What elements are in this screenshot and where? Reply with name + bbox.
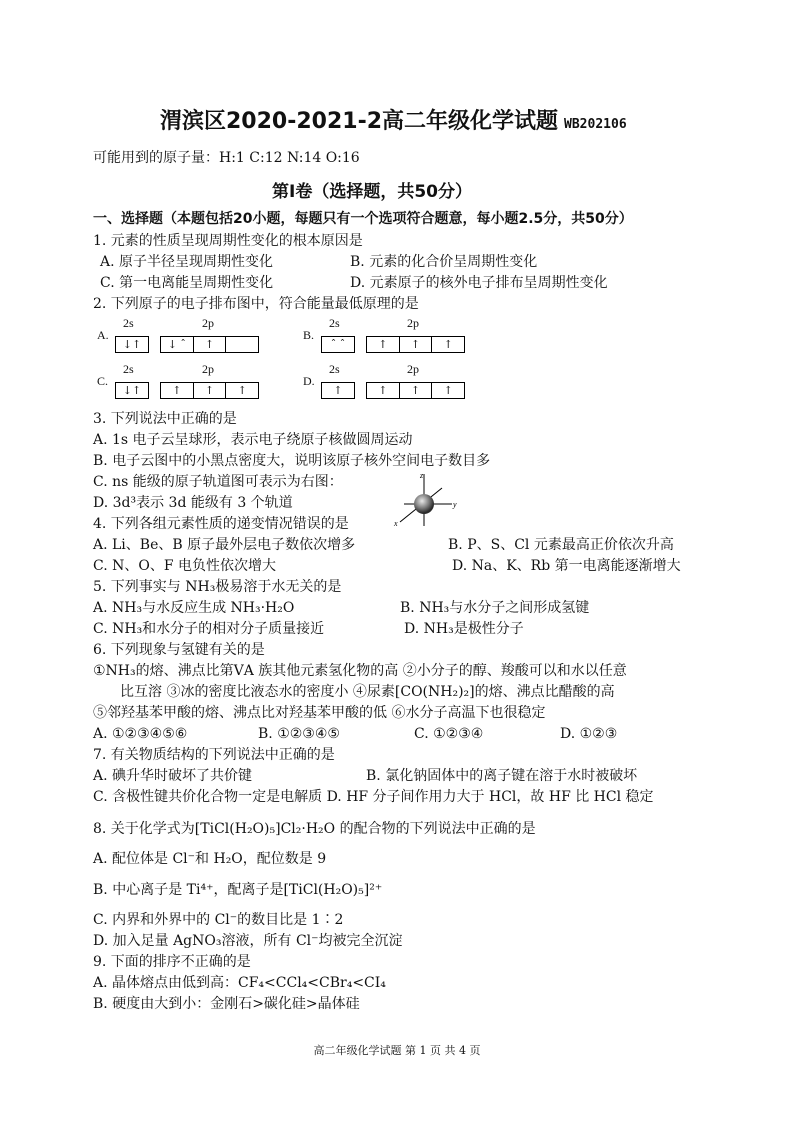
q2-b-2p-box (366, 336, 465, 353)
q4-option-d: D. Na、K、Rb 第一电离能逐渐增大 (452, 558, 681, 574)
q1-option-c: C. 第一电离能呈周期性变化 (100, 275, 274, 291)
z-axis-label: z (420, 471, 424, 480)
q9-option-a: A. 晶体熔点由低到高：CF₄<CCl₄<CBr₄<CI₄ (93, 975, 386, 991)
q2-b-2p-cell-1: ↑ (367, 337, 400, 352)
q9-stem: 9. 下面的排序不正确的是 (93, 954, 251, 970)
q7-stem: 7. 有关物质结构的下列说法中正确的是 (93, 747, 335, 763)
q2-b-2s-label: 2s (329, 316, 340, 330)
q5-option-b: B. NH₃与水分子之间形成氢键 (400, 600, 590, 616)
q2-d-2s-label: 2s (329, 362, 340, 376)
q1-option-b: B. 元素的化合价呈周期性变化 (350, 254, 538, 270)
q6-statement-line-2: 比互溶 ③冰的密度比液态水的密度小 ④尿素[CO(NH₂)₂]的熔、沸点比醋酸的高 (120, 684, 615, 700)
q4-option-a: A. Li、Be、B 原子最外层电子数依次增多 (93, 537, 356, 553)
q2-a-2p-label: 2p (202, 316, 214, 330)
q1-option-a: A. 原子半径呈现周期性变化 (100, 254, 274, 270)
exam-code: WB202106 (564, 117, 627, 132)
q2-b-2s-box (321, 336, 355, 353)
s-orbital-figure (392, 470, 462, 530)
s-orbital-sphere (414, 494, 434, 514)
q2-d-2s-cell: ↑ (333, 384, 343, 397)
q2-a-2p-box (160, 336, 259, 353)
q2-b-2p-cell-3: ↑ (443, 338, 453, 351)
q2-c-2p-cell-2: ↑ (194, 383, 227, 398)
q2-c-2s-label: 2s (123, 362, 134, 376)
q6-stem: 6. 下列现象与氢键有关的是 (93, 642, 265, 658)
q6-statement-line-1: ①NH₃的熔、沸点比第ⅤA 族其他元素氢化物的高 ②小分子的醇、羧酸可以和水以任意 (93, 663, 627, 679)
q2-a-2s-box (115, 336, 149, 353)
q2-c-2p-cell-3: ↑ (237, 384, 247, 397)
title-text: 渭滨区2020-2021-2高二年级化学试题 (160, 109, 559, 134)
q6-option-d: D. ①②③ (560, 726, 618, 742)
q2-a-2s-cell: ↓↑ (122, 338, 142, 351)
q6-option-a: A. ①②③④⑤⑥ (93, 726, 188, 742)
q2-a-2p-cell-1: ↓ ˆ (161, 337, 194, 352)
q2-d-2s-box (321, 382, 355, 399)
q6-option-b: B. ①②③④⑤ (258, 726, 340, 742)
atomic-masses: 可能用到的原子量：H:1 C:12 N:14 O:16 (93, 150, 360, 166)
q4-option-b: B. P、S、Cl 元素最高正价依次升高 (448, 537, 674, 553)
q2-option-a-letter: A. (97, 328, 109, 342)
q5-option-c: C. NH₃和水分子的相对分子质量接近 (93, 621, 325, 637)
q7-option-c-d: C. 含极性键共价化合物一定是电解质 D. HF 分子间作用力大于 HCl，故 HF 比 HCl 稳定 (93, 789, 654, 805)
part-heading: 一、选择题（本题包括20小题，每题只有一个选项符合题意，每小题2.5分，共50分） (93, 211, 633, 227)
q2-d-2p-cell-2: ↑ (400, 383, 433, 398)
q3-option-a: A. 1s 电子云呈球形，表示电子绕原子核做圆周运动 (93, 432, 413, 448)
q3-option-b: B. 电子云图中的小黑点密度大，说明该原子核外空间电子数目多 (93, 453, 491, 469)
q2-d-2p-cell-3: ↑ (443, 384, 453, 397)
q8-stem: 8. 关于化学式为[TiCl(H₂O)₅]Cl₂·H₂O 的配合物的下列说法中正确的是 (93, 821, 536, 837)
q3-option-d: D. 3d³表示 3d 能级有 3 个轨道 (93, 495, 293, 511)
q2-c-2p-cell-1: ↑ (161, 383, 194, 398)
q9-option-b: B. 硬度由大到小：金刚石>碳化硅>晶体硅 (93, 996, 360, 1012)
q2-stem: 2. 下列原子的电子排布图中，符合能量最低原理的是 (93, 296, 419, 312)
q8-option-b: B. 中心离子是 Ti⁴⁺，配离子是[TiCl(H₂O)₅]²⁺ (93, 882, 383, 898)
q2-d-2p-box (366, 382, 465, 399)
y-axis-label: y (453, 500, 457, 509)
q2-b-2p-cell-2: ↑ (400, 337, 433, 352)
q3-option-c: C. ns 能级的原子轨道图可表示为右图： (93, 474, 343, 490)
q2-a-2p-cell-3 (226, 337, 258, 352)
exam-title (160, 104, 627, 135)
q2-c-2p-box (160, 382, 259, 399)
q1-stem: 1. 元素的性质呈现周期性变化的根本原因是 (93, 233, 363, 249)
q8-option-c: C. 内界和外界中的 Cl⁻的数目比是 1∶2 (93, 912, 344, 928)
q2-d-2p-cell-1: ↑ (367, 383, 400, 398)
q5-option-d: D. NH₃是极性分子 (404, 621, 524, 637)
section-title: 第Ⅰ卷（选择题，共50分） (272, 182, 472, 202)
page-footer: 高二年级化学试题 第 1 页 共 4 页 (313, 1044, 481, 1057)
q6-option-c: C. ①②③④ (414, 726, 484, 742)
q5-stem: 5. 下列事实与 NH₃极易溶于水无关的是 (93, 579, 342, 595)
q4-option-c: C. N、O、F 电负性依次增大 (93, 558, 277, 574)
q2-option-d-letter: D. (303, 374, 315, 388)
q2-c-2s-box (115, 382, 149, 399)
q5-option-a: A. NH₃与水反应生成 NH₃·H₂O (93, 600, 295, 616)
q2-a-2p-cell-2: ↑ (194, 337, 227, 352)
q2-b-2p-label: 2p (407, 316, 419, 330)
q2-c-2p-label: 2p (202, 362, 214, 376)
q2-a-2s-label: 2s (123, 316, 134, 330)
q2-option-b-letter: B. (303, 328, 315, 342)
q2-orbital-diagrams (95, 316, 485, 406)
q2-d-2p-label: 2p (407, 362, 419, 376)
q8-option-d: D. 加入足量 AgNO₃溶液，所有 Cl⁻均被完全沉淀 (93, 933, 403, 949)
q7-option-b: B. 氯化钠固体中的离子键在溶于水时被破坏 (366, 768, 638, 784)
q1-option-d: D. 元素原子的核外电子排布呈周期性变化 (350, 275, 608, 291)
q2-c-2s-cell: ↓↑ (122, 384, 142, 397)
q4-stem: 4. 下列各组元素性质的递变情况错误的是 (93, 516, 349, 532)
q7-option-a: A. 碘升华时破坏了共价键 (93, 768, 253, 784)
q2-b-2s-cell: ˆ ˆ (330, 338, 346, 351)
q3-stem: 3. 下列说法中正确的是 (93, 411, 237, 427)
q8-option-a: A. 配位体是 Cl⁻和 H₂O，配位数是 9 (93, 851, 327, 867)
q6-statement-line-3: ⑤邻羟基苯甲酸的熔、沸点比对羟基苯甲酸的低 ⑥水分子高温下也很稳定 (93, 705, 546, 721)
x-axis-label: x (394, 519, 398, 528)
q2-option-c-letter: C. (97, 374, 109, 388)
